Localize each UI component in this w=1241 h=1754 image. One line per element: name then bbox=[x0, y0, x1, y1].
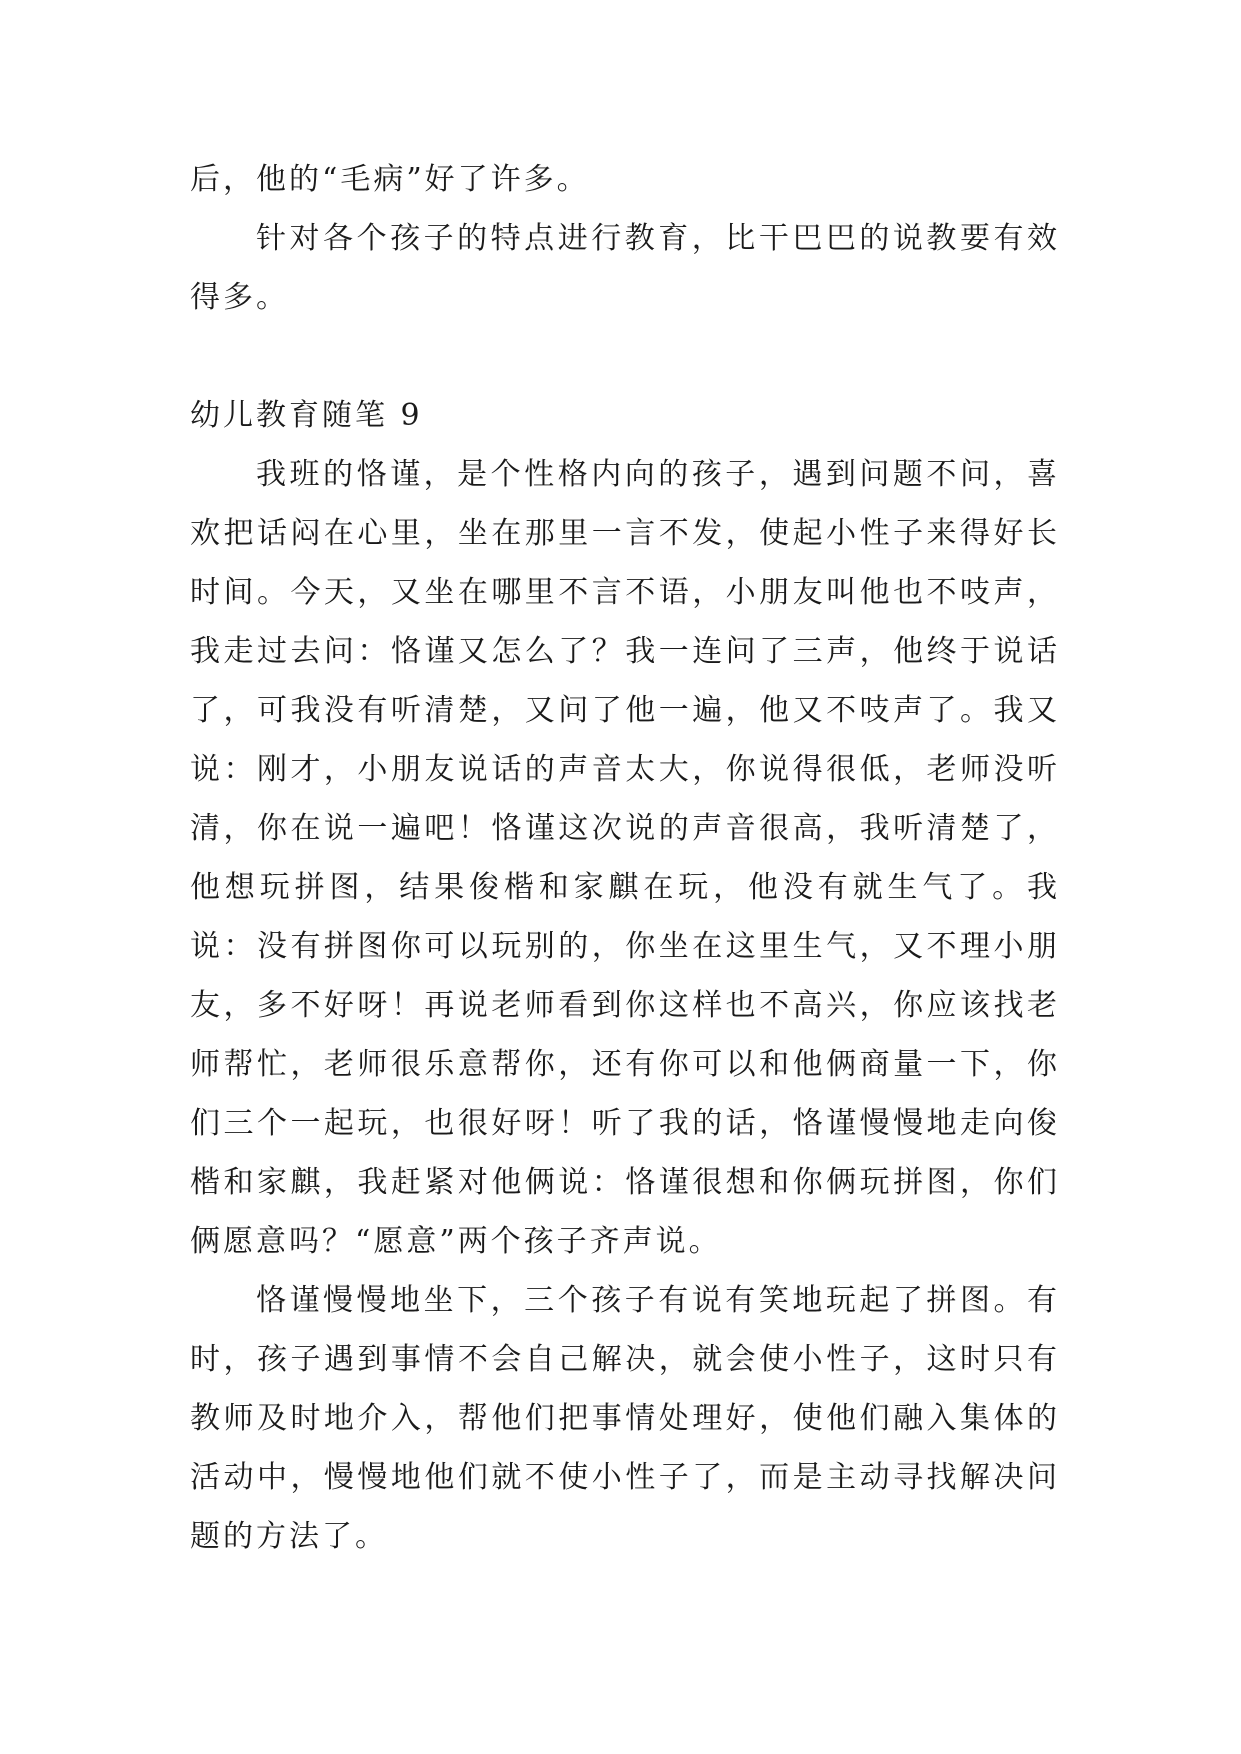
paragraph-continued: 后，他的“毛病”好了许多。 bbox=[190, 162, 590, 197]
section-spacer bbox=[190, 327, 1060, 386]
paragraph-reflection: 恪谨慢慢地坐下，三个孩子有说有笑地玩起了拼图。有时，孩子遇到事情不会自己解决，就会使小性子，这时只有教师及时地介入，帮他们把事情处理好，使他们融入集体的活动中，慢慢地他们就不使小性子了，而是主动寻找解决问题的方法了。 bbox=[190, 1283, 1060, 1554]
paragraph-summary: 针对各个孩子的特点进行教育，比干巴巴的说教要有效得多。 bbox=[190, 221, 1060, 315]
section-title: 幼儿教育随笔 9 bbox=[190, 398, 423, 433]
document-body bbox=[190, 150, 1060, 1566]
paragraph-story: 我班的恪谨，是个性格内向的孩子，遇到问题不问，喜欢把话闷在心里，坐在那里一言不发，使起小性子来得好长时间。今天，又坐在哪里不言不语，小朋友叫他也不吱声，我走过去问：恪谨又怎么了？我一连问了三声，他终于说话了，可我没有听清楚，又问了他一遍，他又不吱声了。我又说：刚才，小朋友说话的声音太大，你说得很低，老师没听清，你在说一遍吧！恪谨这次说的声音很高，我听清楚了，他想玩拼图，结果俊楷和家麒在玩，他没有就生气了。我说：没有拼图你可以玩别的，你坐在这里生气，又不理小朋友，多不好呀！再说老师看到你这样也不高兴，你应该找老师帮忙，老师很乐意帮你，还有你可以和他俩商量一下，你们三个一起玩，也很好呀！听了我的话，恪谨慢慢地走向俊楷和家麒，我赶紧对他俩说：恪谨很想和你俩玩拼图，你们俩愿意吗？“愿意”两个孩子齐声说。 bbox=[190, 457, 1060, 1259]
